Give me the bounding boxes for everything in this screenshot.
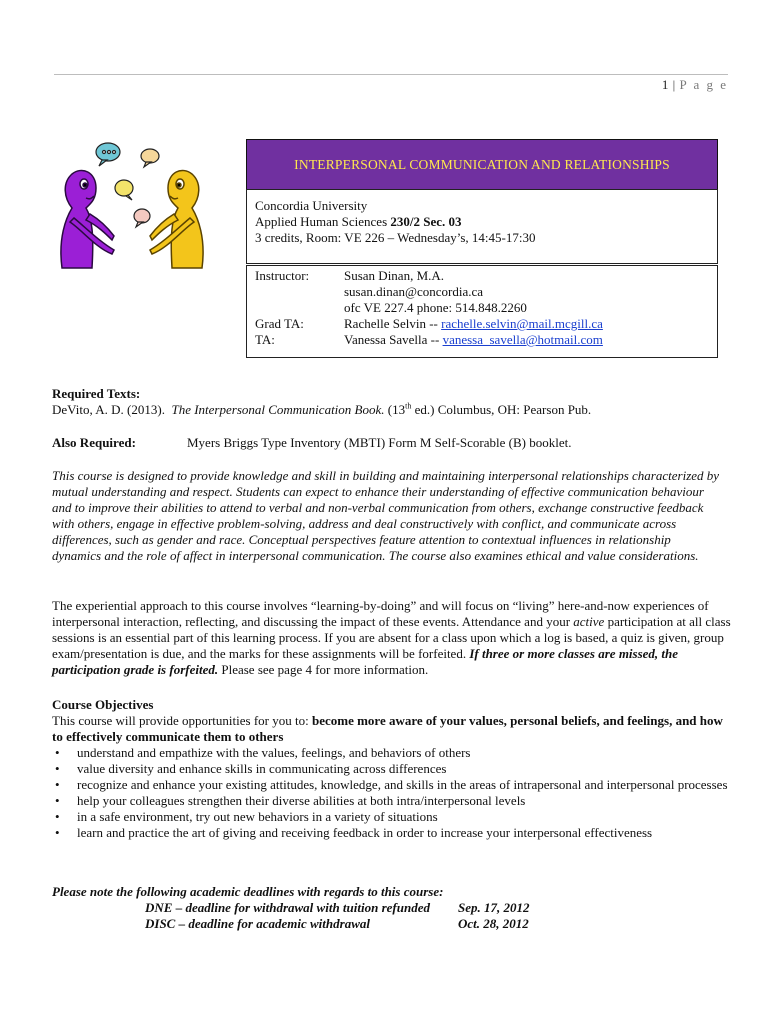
course-program-line — [255, 214, 709, 230]
list-item: • value diversity and enhance skills in communicating across differences — [52, 761, 732, 777]
list-item: • learn and practice the art of giving and receiving feedback in order to increase your interpersonal effectiveness — [52, 825, 732, 841]
list-item: • recognize and enhance your existing attitudes, knowledge, and skills in the areas of intrapersonal and interpersonal processes — [52, 777, 732, 793]
list-item: • help your colleagues strengthen their diverse abilities at both intra/interpersonal levels — [52, 793, 732, 809]
ta-row — [255, 332, 709, 348]
also-required-text: Myers Briggs Type Inventory (MBTI) Form M Self-Scorable (B) booklet. — [187, 435, 572, 450]
communication-clipart-image — [52, 138, 212, 278]
attendance-warning: If three or more classes are missed, the participation grade is forfeited. — [52, 646, 679, 677]
program-prefix: Applied Human Sciences — [255, 214, 391, 229]
required-texts-section — [52, 386, 732, 418]
also-required-label: Also Required: — [52, 435, 136, 450]
course-info-box — [246, 189, 718, 264]
course-objectives-section — [52, 697, 732, 841]
header-rule — [54, 74, 728, 75]
deadline-label: DISC – deadline for academic withdrawal — [145, 916, 370, 931]
grad-ta-email-link[interactable]: rachelle.selvin@mail.mcgill.ca — [441, 316, 603, 331]
objectives-heading: Course Objectives — [52, 697, 154, 712]
speech-bubbles-icon — [96, 143, 159, 227]
staff-info-box — [246, 265, 718, 358]
university-name: Concordia University — [255, 198, 368, 213]
required-texts-heading: Required Texts: — [52, 386, 141, 401]
required-text-citation: DeVito, A. D. (2013). The Interpersonal Communication Book. (13th ed.) Columbus, OH: Pearson Pub. — [52, 401, 592, 417]
instructor-office: ofc VE 227.4 phone: 514.848.2260 — [344, 300, 527, 315]
deadline-date: Oct. 28, 2012 — [458, 916, 529, 931]
course-title-banner — [246, 139, 718, 190]
book-title: The Interpersonal Communication Book. — [171, 402, 385, 417]
deadline-label: DNE – deadline for withdrawal with tuition refunded — [145, 900, 430, 915]
deadlines-section — [52, 884, 732, 932]
instructor-email-row — [255, 284, 709, 300]
page-word: P a g e — [679, 77, 728, 92]
page-number: 1 — [661, 77, 669, 92]
page-separator: | — [672, 77, 676, 92]
objectives-list — [52, 745, 732, 841]
also-required-section — [52, 435, 732, 451]
list-item: • in a safe environment, try out new behaviors in a variety of situations — [52, 809, 732, 825]
credits-room-line: 3 credits, Room: VE 226 – Wednesday’s, 14:45-17:30 — [255, 230, 536, 245]
deadlines-heading: Please note the following academic deadlines with regards to this course: — [52, 884, 444, 899]
deadline-date: Sep. 17, 2012 — [458, 900, 530, 915]
course-description: This course is designed to provide knowledge and skill in building and maintaining interpersonal relationships characterized by mutual understanding and respect. Students can expect to enhance their understanding of effective communication behaviour and to improve their abilities to attend to verbal and non-verbal communication from others, exchange constructive feedback with others, engage in effective problem-solving, address and deal constructively with conflict, and communicate across differences, such as gender and race. Conceptual perspectives feature attention to contextual influences in relationship dynamics and the role of affect in interpersonal communication. The course also examines ethical and value considerations. — [52, 468, 720, 563]
ta-email-link[interactable]: vanessa_savella@hotmail.com — [442, 332, 603, 347]
grad-ta-row — [255, 316, 709, 332]
instructor-label: Instructor: — [255, 268, 310, 283]
instructor-row — [255, 268, 709, 284]
grad-ta-label: Grad TA: — [255, 316, 304, 331]
instructor-name: Susan Dinan, M.A. — [344, 268, 445, 283]
page-number-header — [662, 77, 728, 93]
grad-ta-name: Rachelle Selvin -- — [344, 316, 442, 331]
deadline-row — [52, 916, 732, 932]
instructor-office-row — [255, 300, 709, 316]
course-title: INTERPERSONAL COMMUNICATION AND RELATIONSHIPS — [294, 156, 670, 172]
objectives-intro: This course will provide opportunities for you to: become more aware of your values, personal beliefs, and feelings, and how to effectively communicate them to others — [52, 713, 723, 744]
experiential-paragraph: The experiential approach to this course involves “learning-by-doing” and will focus on “living” here-and-now experiences of interpersonal interaction, reflecting, and discussing the impact of these events. Attendance and your active participation at all class sessions is an essential part of this learning process. If you are absent for a class upon which a log is based, a quiz is given, group exam/presentation is due, and the marks for these assignments will be forfeited. If three or more classes are missed, the participation grade is forfeited. Please see page 4 for more information. — [52, 598, 731, 677]
instructor-email: susan.dinan@concordia.ca — [344, 284, 484, 299]
purple-figure-icon — [61, 170, 114, 268]
deadline-row — [52, 900, 732, 916]
yellow-figure-icon — [150, 170, 203, 268]
ta-label: TA: — [255, 332, 275, 347]
list-item: • understand and empathize with the values, feelings, and behaviors of others — [52, 745, 732, 761]
ta-name: Vanessa Savella -- — [344, 332, 443, 347]
course-code: 230/2 Sec. 03 — [390, 214, 462, 229]
